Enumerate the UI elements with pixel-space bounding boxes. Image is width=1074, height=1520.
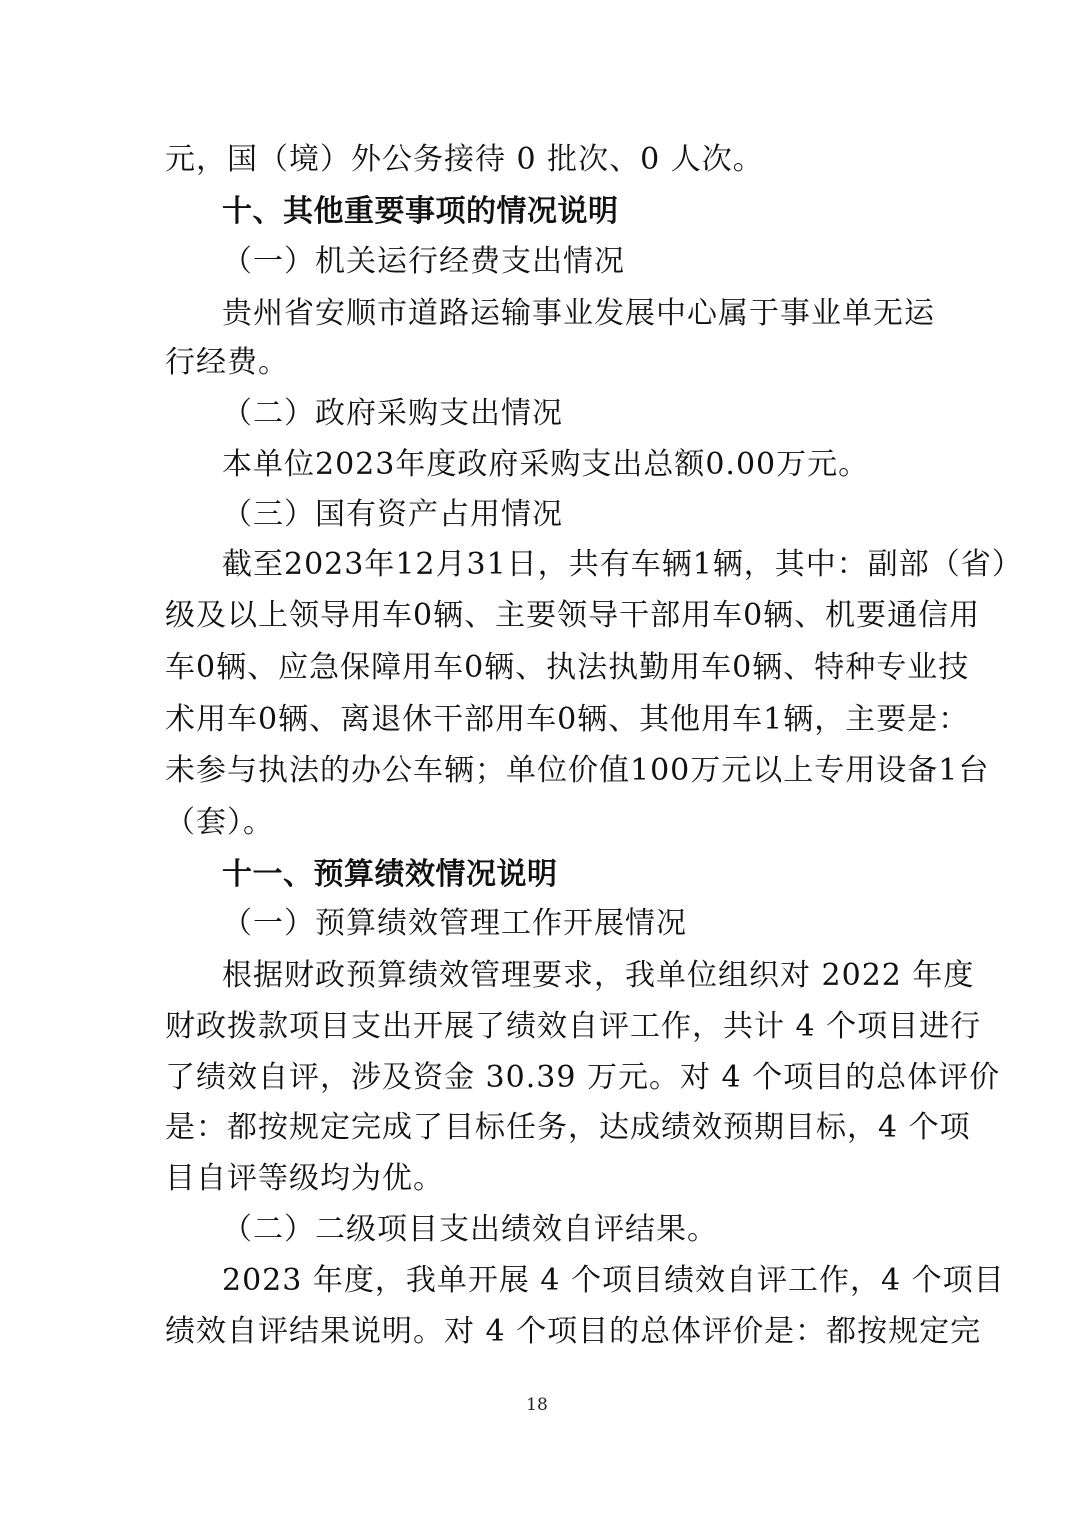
section-heading-11: 十一、预算绩效情况说明 <box>222 857 558 892</box>
page-number: 18 <box>526 1395 548 1415</box>
body-text-line: 绩效自评结果说明。对 4 个项目的总体评价是：都按规定完 <box>165 1314 982 1349</box>
body-text-line: 元，国（境）外公务接待 0 批次、0 人次。 <box>165 142 764 177</box>
paragraph-first-line: 本单位2023年度政府采购支出总额0.00万元。 <box>222 447 870 482</box>
paragraph-first-line: 2023 年度，我单开展 4 个项目绩效自评工作，4 个项目 <box>222 1263 1005 1298</box>
paragraph-first-line: 贵州省安顺市道路运输事业发展中心属于事业单无运 <box>222 296 935 331</box>
subsection-heading: （三）国有资产占用情况 <box>222 497 563 532</box>
subsection-heading: （二）政府采购支出情况 <box>222 396 563 431</box>
body-text-line: 行经费。 <box>165 345 289 380</box>
body-text-line: （套）。 <box>165 805 274 840</box>
body-text-line: 财政拨款项目支出开展了绩效自评工作，共计 4 个项目进行 <box>165 1009 982 1044</box>
paragraph-first-line: 截至2023年12月31日，共有车辆1辆，其中：副部（省） <box>222 547 1023 582</box>
body-text-line: 级及以上领导用车0辆、主要领导干部用车0辆、机要通信用 <box>165 598 981 633</box>
section-heading-10: 十、其他重要事项的情况说明 <box>222 194 619 229</box>
subsection-heading: （一）预算绩效管理工作开展情况 <box>222 906 687 941</box>
paragraph-first-line: 根据财政预算绩效管理要求，我单位组织对 2022 年度 <box>222 958 975 993</box>
body-text-line: 了绩效自评，涉及资金 30.39 万元。对 4 个项目的总体评价 <box>165 1060 1001 1095</box>
subsection-heading: （一）机关运行经费支出情况 <box>222 244 625 279</box>
body-text-line: 术用车0辆、离退休干部用车0辆、其他用车1辆，主要是： <box>165 702 970 737</box>
body-text-line: 目自评等级均为优。 <box>165 1161 444 1196</box>
body-text-line: 未参与执法的办公车辆；单位价值100万元以上专用设备1台 <box>165 753 990 788</box>
body-text-line: 是：都按规定完成了目标任务，达成绩效预期目标，4 个项 <box>165 1110 971 1145</box>
body-text-line: 车0辆、应急保障用车0辆、执法执勤用车0辆、特种专业技 <box>165 650 970 685</box>
subsection-heading: （二）二级项目支出绩效自评结果。 <box>222 1212 718 1247</box>
